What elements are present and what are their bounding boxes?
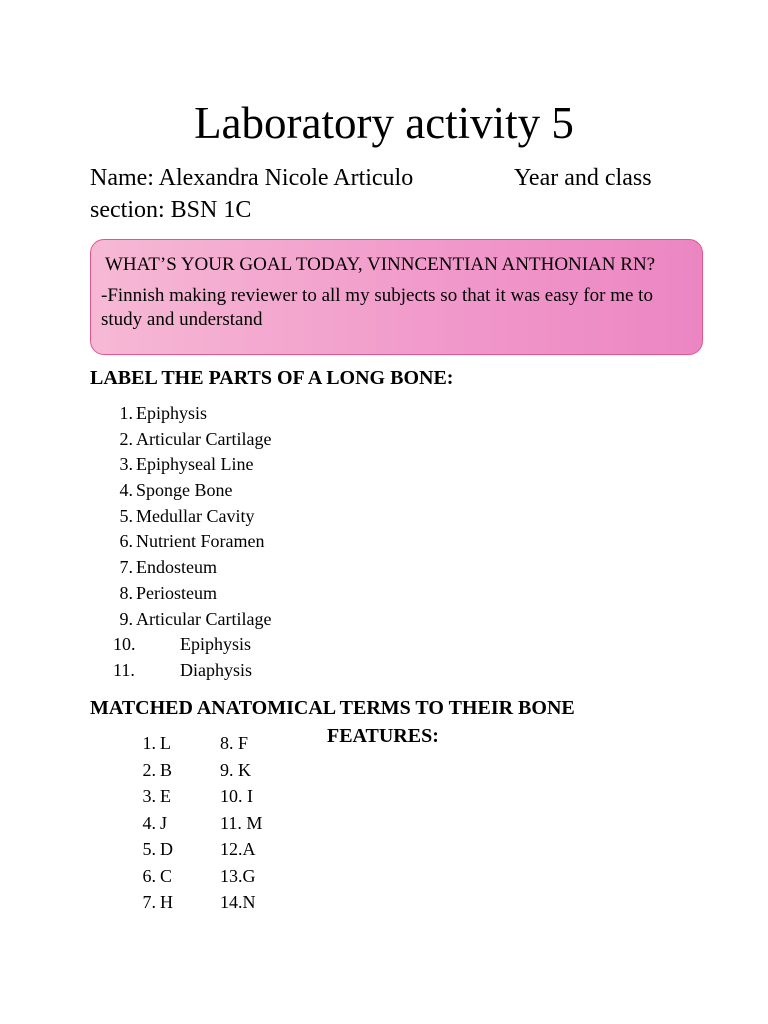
- goal-callout-box: [90, 239, 703, 355]
- second-column-answer: 9. K: [220, 759, 251, 780]
- student-name: Name: Alexandra Nicole Articulo: [90, 165, 414, 191]
- item-number: 9.: [119, 608, 133, 629]
- second-column-answer: 8. F: [220, 733, 249, 753]
- answer-letter: D: [160, 839, 173, 859]
- item-text: Epiphyseal Line: [136, 454, 254, 475]
- second-column-answer: 12.A: [220, 839, 256, 859]
- item-text: Periosteum: [136, 582, 217, 603]
- goal-question: WHAT’S YOUR GOAL TODAY, VINNCENTIAN ANTHONIAN RN?: [105, 254, 656, 275]
- item-number: 4.: [119, 480, 133, 501]
- goal-answer: -Finnish making reviewer to all my subjects so that it was easy for me to study and understand: [101, 285, 653, 330]
- second-column-answer: 10. I: [220, 786, 253, 806]
- item-number: 5.: [119, 505, 133, 526]
- second-column-answer: 13.G: [220, 865, 256, 886]
- item-number: 3.: [142, 786, 156, 806]
- item-number: 2.: [142, 759, 156, 780]
- item-number: 6.: [142, 865, 156, 886]
- item-number: 10.: [113, 634, 136, 655]
- label-parts-heading: LABEL THE PARTS OF A LONG BONE:: [90, 367, 454, 389]
- item-number: 3.: [119, 454, 133, 475]
- item-number: 4.: [142, 812, 156, 833]
- matching-heading-line2: FEATURES:: [327, 725, 439, 747]
- item-number: 11.: [113, 659, 135, 680]
- item-text: Articular Cartilage: [136, 428, 272, 449]
- item-text: Nutrient Foramen: [136, 531, 265, 552]
- second-column-answer: 11. M: [220, 812, 263, 833]
- answer-letter: L: [160, 733, 171, 753]
- item-text: Sponge Bone: [136, 480, 233, 501]
- item-text: Medullar Cavity: [136, 505, 255, 526]
- item-number: 7.: [119, 557, 133, 578]
- class-section: section: BSN 1C: [90, 197, 252, 223]
- page-title: Laboratory activity 5: [194, 98, 574, 148]
- second-column-answer: 14.N: [220, 892, 256, 912]
- item-number: 1.: [119, 403, 133, 423]
- answer-letter: J: [160, 812, 168, 833]
- answer-letter: B: [160, 759, 173, 780]
- item-text: Articular Cartilage: [136, 608, 272, 629]
- answer-letter: C: [160, 865, 173, 886]
- item-text: Epiphysis: [136, 403, 208, 423]
- answer-letter: E: [160, 786, 171, 806]
- item-text: Epiphysis: [180, 634, 252, 655]
- answer-letter: H: [160, 892, 173, 912]
- item-text: Diaphysis: [180, 659, 252, 680]
- item-number: 6.: [119, 531, 133, 552]
- item-number: 8.: [119, 582, 133, 603]
- item-number: 2.: [119, 428, 133, 449]
- item-text: Endosteum: [136, 557, 217, 578]
- matching-heading-line1: MATCHED ANATOMICAL TERMS TO THEIR BONE: [90, 697, 575, 719]
- item-number: 1.: [142, 733, 156, 753]
- item-number: 7.: [142, 892, 156, 912]
- item-number: 5.: [142, 839, 156, 859]
- student-name-line: [90, 162, 690, 194]
- year-and-class-label: Year and class: [514, 165, 652, 191]
